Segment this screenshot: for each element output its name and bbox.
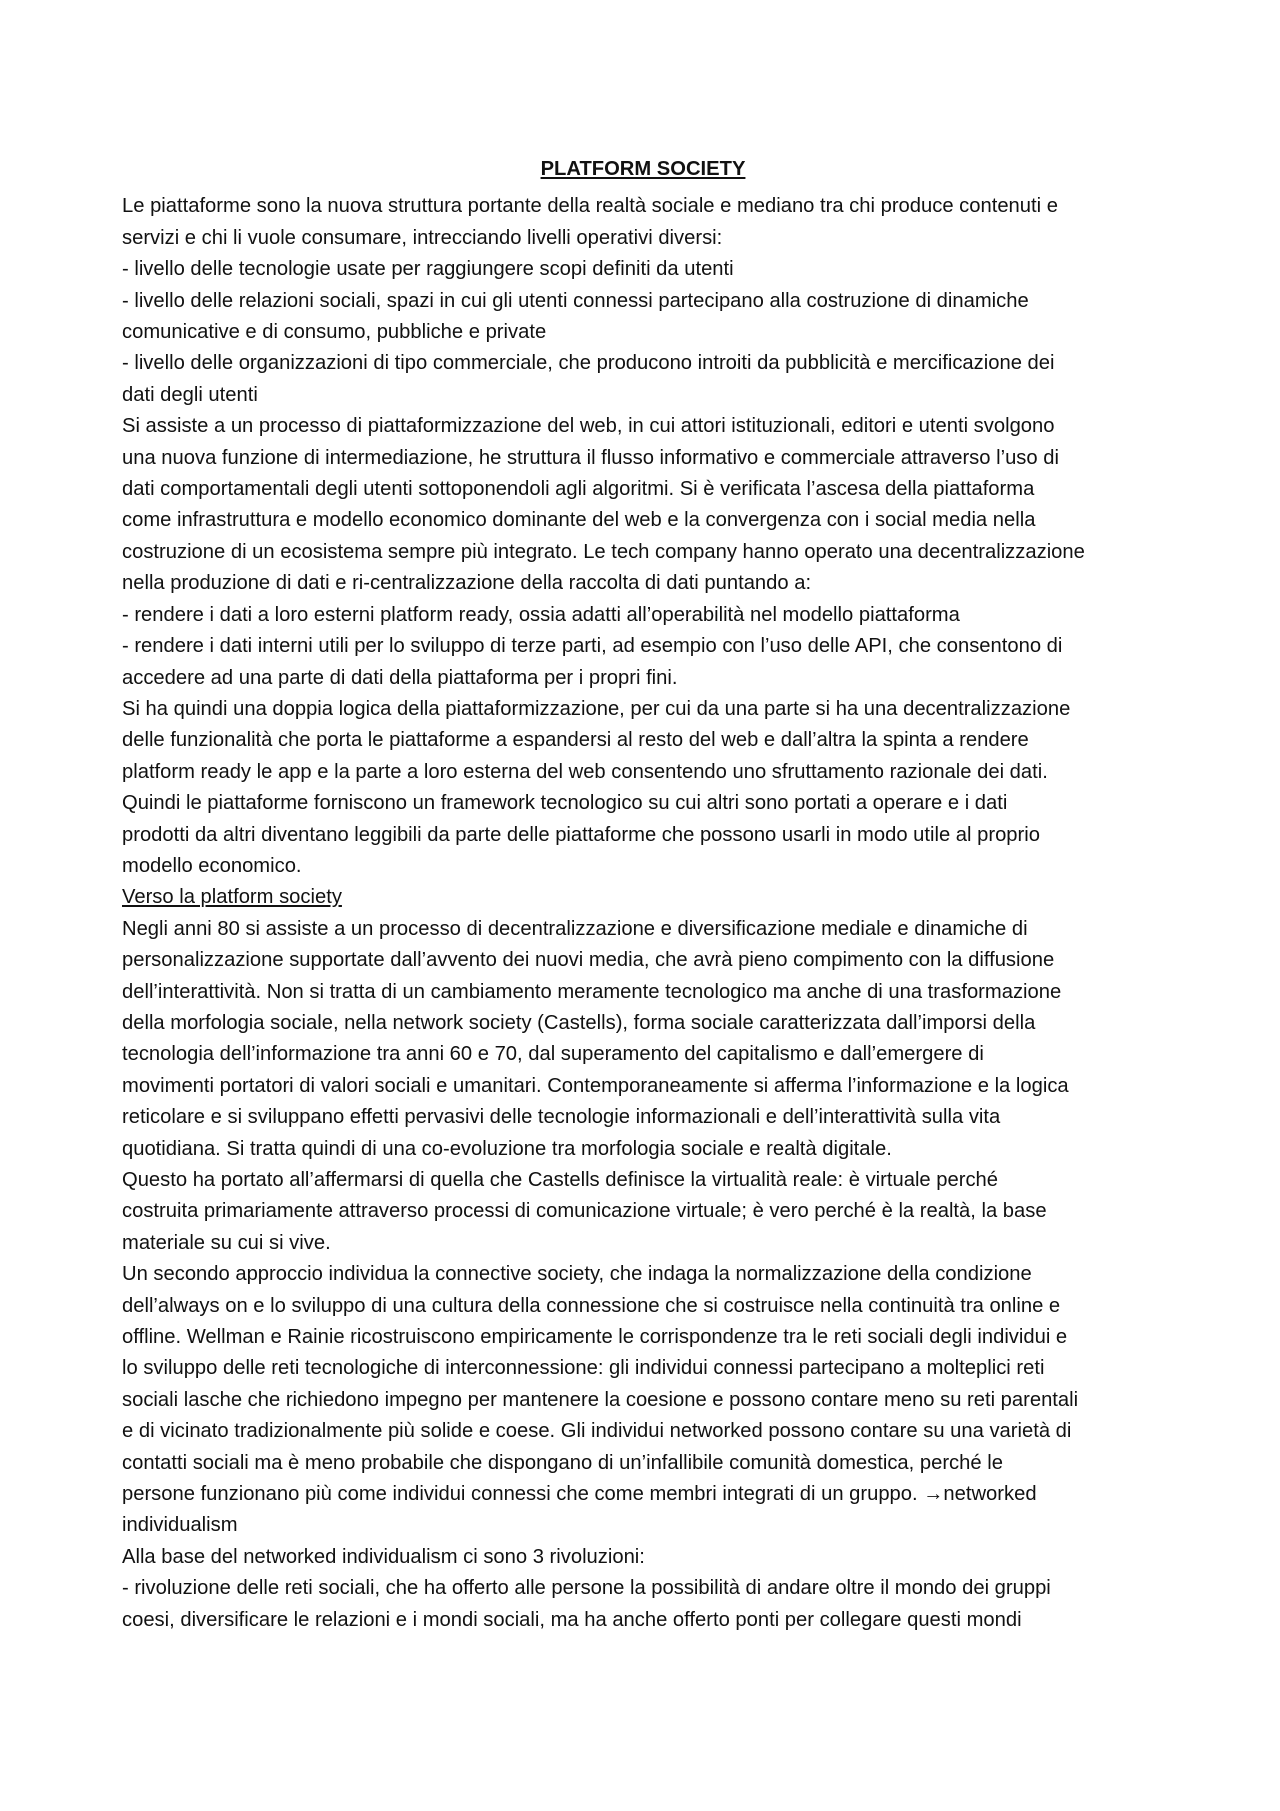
text-line: Un secondo approccio individua la connective society, che indaga la normalizzazione della condizione [122,1263,1032,1286]
text-line: Questo ha portato all’affermarsi di quella che Castells definisce la virtualità reale: è virtuale perché [122,1169,998,1191]
text-line: Si ha quindi una doppia logica della piattaformizzazione, per cui da una parte si ha una decentralizzazione [122,697,1071,720]
text-line: persone funzionano più come individui connessi che come membri integrati di un gruppo. →networked [122,1483,1037,1506]
text-line: dell’interattività. Non si tratta di un cambiamento meramente tecnologico ma anche di una trasformazione [122,980,1062,1003]
text-line: - livello delle relazioni sociali, spazi in cui gli utenti connessi partecipano alla costruzione di dinamiche [122,289,1029,312]
text-line: movimenti portatori di valori sociali e umanitari. Contemporaneamente si afferma l’informazione e la logica [122,1074,1069,1097]
text-line: prodotti da altri diventano leggibili da parte delle piattaforme che possono usarli in modo utile al proprio [122,823,1040,846]
text-line: offline. Wellman e Rainie ricostruiscono empiricamente le corrispondenze tra le reti sociali degli individui e [122,1326,1068,1349]
text-line: coesi, diversificare le relazioni e i mondi sociali, ma ha anche offerto ponti per collegare questi mondi [122,1608,1022,1631]
text-line: e di vicinato tradizionalmente più solide e coese. Gli individui networked possono contare su una varietà di [122,1420,1072,1443]
text-line: lo sviluppo delle reti tecnologiche di interconnessione: gli individui connessi partecipano a molteplici reti [122,1357,1045,1380]
text-line: della morfologia sociale, nella network society (Castells), forma sociale caratterizzata dall’imporsi della [122,1011,1036,1034]
document-title: PLATFORM SOCIETY [540,158,746,180]
text-line: accedere ad una parte di dati della piattaforma per i propri fini. [122,666,678,689]
text-line: - livello delle organizzazioni di tipo commerciale, che producono introiti da pubblicità e mercificazione dei [122,352,1055,375]
text-line: comunicative e di consumo, pubbliche e private [122,321,547,344]
text-line: nella produzione di dati e ri-centralizzazione della raccolta di dati puntando a: [122,572,812,595]
text-line: Alla base del networked individualism ci sono 3 rivoluzioni: [122,1545,645,1568]
text-line: - rendere i dati a loro esterni platform ready, ossia adatti all’operabilità nel modello piattaforma [122,603,960,626]
section-heading: Verso la platform society [122,886,342,909]
text-line: dati degli utenti [122,383,258,406]
text-line: modello economico. [122,854,302,877]
text-line: - rendere i dati interni utili per lo sviluppo di terze parti, ad esempio con l’uso delle API, che consentono di [122,635,1063,658]
text-line: - rivoluzione delle reti sociali, che ha offerto alle persone la possibilità di andare oltre il mondo dei gruppi [122,1577,1051,1600]
text-line: reticolare e si sviluppano effetti pervasivi delle tecnologie informazionali e dell’interattività sulla vita [122,1106,1001,1129]
text-line: Si assiste a un processo di piattaformizzazione del web, in cui attori istituzionali, editori e utenti svolgono [122,415,1055,438]
text-line: quotidiana. Si tratta quindi di una co-evoluzione tra morfologia sociale e realtà digitale. [122,1137,892,1160]
text-line: materiale su cui si vive. [122,1231,331,1254]
text-line: contatti sociali ma è meno probabile che dispongano di un’infallibile comunità domestica, perché le [122,1451,1003,1474]
text-line: tecnologia dell’informazione tra anni 60 e 70, dal superamento del capitalismo e dall’emergere di [122,1043,984,1066]
text-line: Le piattaforme sono la nuova struttura portante della realtà sociale e mediano tra chi produce contenuti e [122,195,1058,218]
text-line: servizi e chi li vuole consumare, intrecciando livelli operativi diversi: [122,226,723,249]
text-line: Negli anni 80 si assiste a un processo di decentralizzazione e diversificazione mediale e dinamiche di [122,917,1028,940]
text-line: platform ready le app e la parte a loro esterna del web consentendo uno sfruttamento razionale dei dati. [122,760,1048,783]
document-body [122,191,1164,1636]
text-line: costruzione di un ecosistema sempre più integrato. Le tech company hanno operato una decentralizzazione [122,540,1085,563]
text-line: sociali lasche che richiedono impegno per mantenere la coesione e possono contare meno su reti parentali [122,1388,1079,1411]
text-line: Quindi le piattaforme forniscono un framework tecnologico su cui altri sono portati a operare e i dati [122,792,1008,815]
text-line: personalizzazione supportate dall’avvento dei nuovi media, che avrà pieno compimento con la diffusione [122,949,1055,972]
text-line: come infrastruttura e modello economico dominante del web e la convergenza con i social media nella [122,509,1036,532]
text-line: - livello delle tecnologie usate per raggiungere scopi definiti da utenti [122,258,734,281]
text-line: delle funzionalità che porta le piattaforme a espandersi al resto del web e dall’altra la spinta a rendere [122,729,1029,752]
text-line: costruita primariamente attraverso processi di comunicazione virtuale; è vero perché è la realtà, la base [122,1200,1047,1223]
text-line: individualism [122,1514,238,1537]
text-line: dati comportamentali degli utenti sottoponendoli agli algoritmi. Si è verificata l’ascesa della piattaforma [122,478,1035,501]
document-page [122,154,1164,1636]
text-line: dell’always on e lo sviluppo di una cultura della connessione che si costruisce nella continuità tra online e [122,1294,1061,1317]
text-line: una nuova funzione di intermediazione, he struttura il flusso informativo e commerciale attraverso l’uso di [122,446,1059,469]
